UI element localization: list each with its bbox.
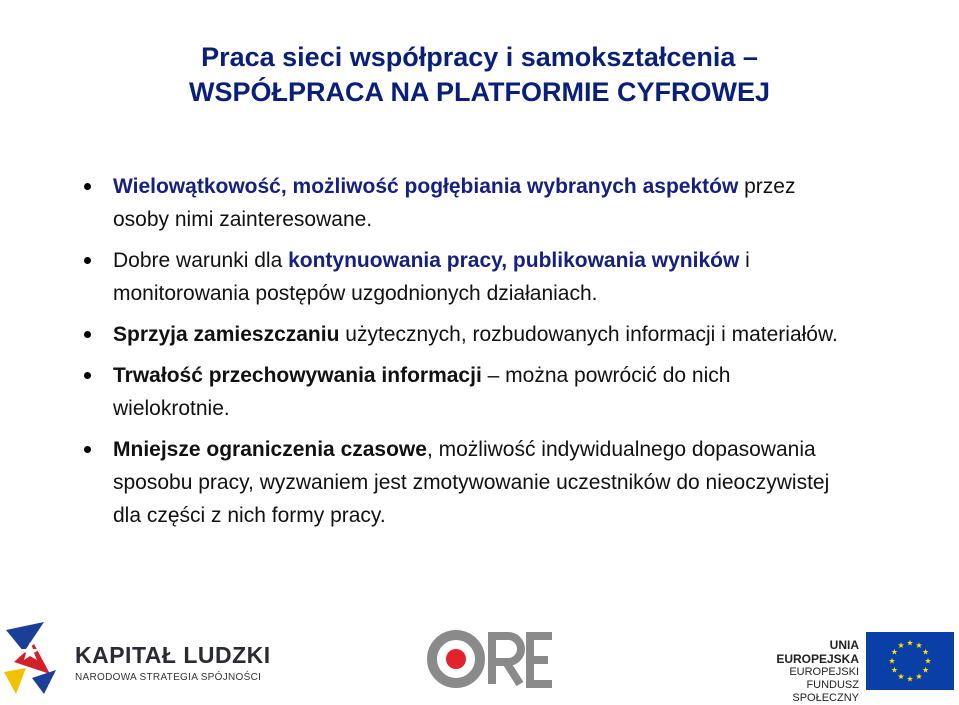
bullet-bold: Trwałość przechowywania informacji <box>113 364 482 387</box>
eu-line-1: UNIA EUROPEJSKA <box>776 638 859 666</box>
eu-text <box>745 638 859 705</box>
title-line-1: Praca sieci współpracy i samokształcenia – <box>201 42 758 72</box>
bullet-bold: Sprzyja zamieszczaniu <box>113 323 340 346</box>
bullet-item <box>82 318 842 351</box>
bullet-bold: Mniejsze ograniczenia czasowe <box>113 438 427 461</box>
bullet-dot-icon <box>84 372 91 379</box>
bullet-list <box>82 170 842 540</box>
bullet-dot-icon <box>84 331 91 338</box>
bullet-item <box>82 244 842 310</box>
bullet-item <box>82 170 842 236</box>
bullet-dot-icon <box>84 183 91 190</box>
eu-line-2: EUROPEJSKI <box>789 666 859 678</box>
bullet-text-pre: Dobre warunki dla <box>113 249 289 272</box>
bullet-text: , możliwość indywidualnego dopasowania sposobu pracy, wyzwaniem jest zmotywowanie uczestników do nieoczywistej dla części z nich formy pracy. <box>113 438 830 527</box>
kapital-ludzki-subtitle: NARODOWA STRATEGIA SPÓJNOŚCI <box>75 672 262 683</box>
bullet-item <box>82 359 842 425</box>
title-line-2: WSPÓŁPRACA NA PLATFORMIE CYFROWEJ <box>189 77 770 107</box>
eu-flag-icon <box>866 632 954 690</box>
slide-title <box>0 40 959 110</box>
bullet-text: – można powrócić do nich wielokrotnie. <box>113 364 731 420</box>
bullet-text: i monitorowania postępów uzgodnionych działaniach. <box>113 249 750 305</box>
kapital-ludzki-text <box>75 642 271 683</box>
kapital-ludzki-logo-icon <box>4 622 62 694</box>
bullet-dot-icon <box>84 257 91 264</box>
bullet-dot-icon <box>84 446 91 453</box>
kapital-ludzki-title: KAPITAŁ LUDZKI <box>75 642 271 668</box>
ore-logo-icon <box>426 628 556 690</box>
bullet-text: przez osoby nimi zainteresowane. <box>113 175 796 231</box>
bullet-bold: kontynuowania pracy, publikowania wyników <box>288 249 740 272</box>
bullet-bold: Wielowątkowość, możliwość pogłębiania wybranych aspektów <box>113 175 739 198</box>
footer-logos <box>0 612 959 705</box>
bullet-item <box>82 433 842 532</box>
eu-line-3: FUNDUSZ SPOŁECZNY <box>792 679 859 704</box>
bullet-text: użytecznych, rozbudowanych informacji i materiałów. <box>339 323 838 346</box>
